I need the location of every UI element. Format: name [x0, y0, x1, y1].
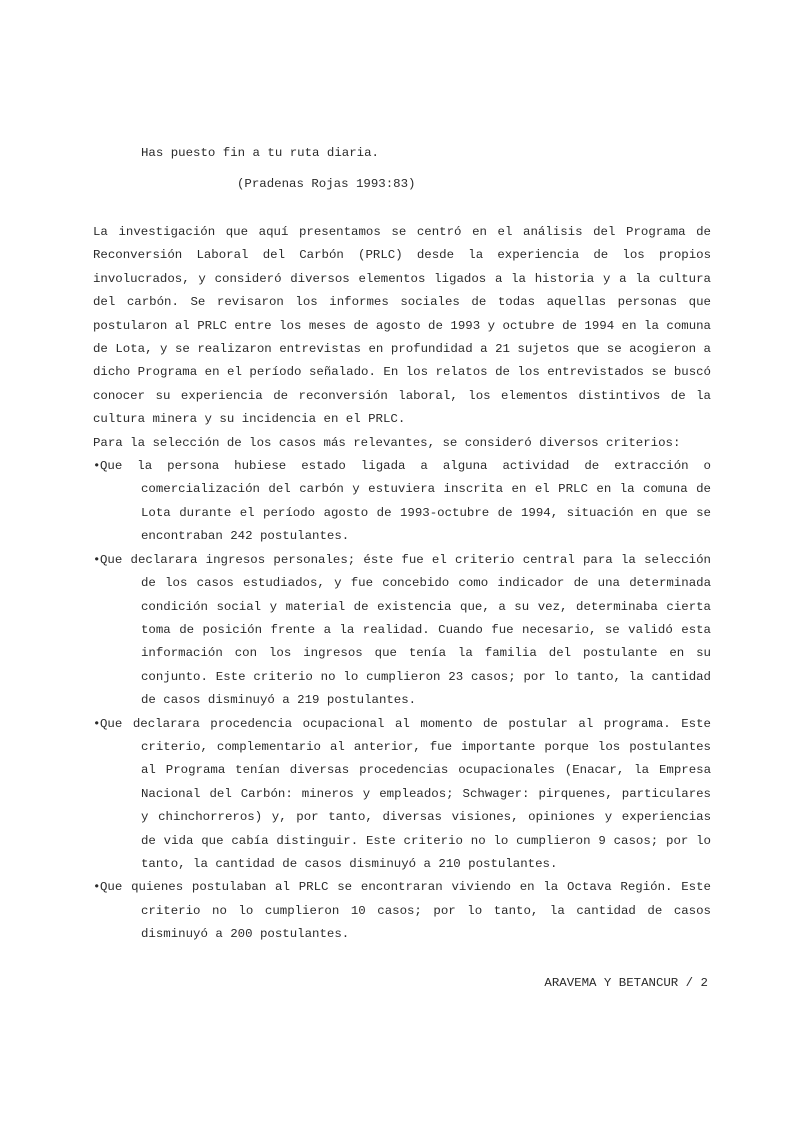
criteria-item	[93, 549, 711, 713]
criteria-item	[93, 455, 711, 549]
bullet-icon: •	[93, 880, 101, 895]
criteria-text: Que declarara ingresos personales; éste fue el criterio central para la selección de los casos estudiados, y fue concebido como indicador de una determinada condición social y material de existencia que, a su vez, determinaba cierta toma de posición frente a la realidad. Cuando fue necesario, se validó esta información con los ingresos que tenía la familia del postulante en su conjunto. Este criterio no lo cumplieron 23 casos; por lo tanto, la cantidad de casos disminuyó a 219 postulantes.	[100, 552, 711, 708]
criteria-item	[93, 876, 711, 946]
intro-paragraph: La investigación que aquí presentamos se centró en el análisis del Programa de Reconversión Laboral del Carbón (PRLC) desde la experiencia de los propios involucrados, y consideró diversos elementos ligados a la historia y a la cultura del carbón. Se revisaron los informes sociales de todas aquellas personas que postularon al PRLC entre los meses de agosto de 1993 y octubre de 1994 en la comuna de Lota, y se realizaron entrevistas en profundidad a 21 sujetos que se acogieron a dicho Programa en el período señalado. En los relatos de los entrevistados se buscó conocer su experiencia de reconversión laboral, los elementos distintivos de la cultura minera y su incidencia en el PRLC.	[93, 225, 711, 427]
criteria-text: Que quienes postulaban al PRLC se encontraran viviendo en la Octava Región. Este criterio no lo cumplieron 10 casos; por lo tanto, la cantidad de casos disminuyó a 200 postulantes.	[100, 880, 711, 942]
bullet-icon: •	[93, 552, 101, 567]
document-body	[93, 221, 711, 947]
criteria-text: Que la persona hubiese estado ligada a alguna actividad de extracción o comercialización del carbón y estuviera inscrita en el PRLC en la comuna de Lota durante el período agosto de 1993-octubre de 1994, situación en que se encontraban 242 postulantes.	[100, 459, 711, 544]
criteria-item	[93, 713, 711, 877]
bullet-icon: •	[93, 459, 101, 474]
bullet-icon: •	[93, 716, 101, 731]
epigraph-citation: (Pradenas Rojas 1993:83)	[237, 177, 416, 191]
criteria-list	[93, 455, 711, 947]
page-footer: ARAVEMA Y BETANCUR / 2	[544, 976, 708, 990]
criteria-intro: Para la selección de los casos más relevantes, se consideró diversos criterios:	[93, 435, 681, 450]
criteria-text: Que declarara procedencia ocupacional al momento de postular al programa. Este criterio, complementario al anterior, fue importante porque los postulantes al Programa tenían diversas procedencias ocupacionales (Enacar, la Empresa Nacional del Carbón: mineros y empleados; Schwager: pirquenes, particulares y chinchorreros) y, por tanto, diversas visiones, opiniones y experiencias de vida que cabía distinguir. Este criterio no lo cumplieron 9 casos; por lo tanto, la cantidad de casos disminuyó a 210 postulantes.	[100, 716, 711, 871]
epigraph-line: Has puesto fin a tu ruta diaria.	[141, 146, 379, 160]
